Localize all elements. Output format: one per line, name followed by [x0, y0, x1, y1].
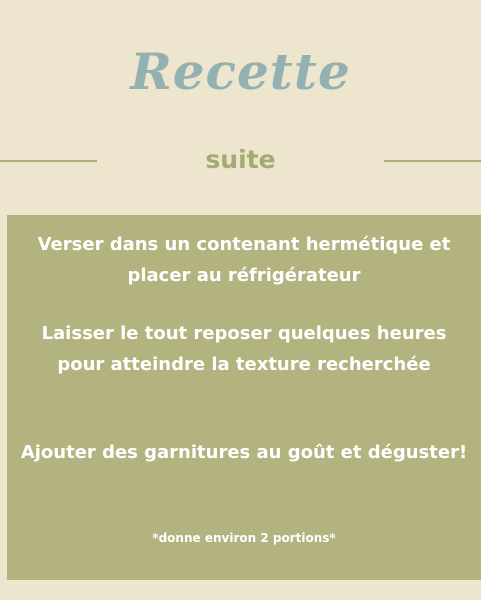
subtitle-row: [0, 140, 481, 180]
page-title: Recette: [130, 42, 351, 101]
instruction-step: Verser dans un contenant hermétique et placer au réfrigérateur: [37, 234, 451, 286]
divider-right: [384, 160, 481, 162]
servings-note: *donne environ 2 portions*: [152, 531, 336, 545]
instructions-panel: [7, 215, 481, 580]
instruction-step: Ajouter des garnitures au goût et déguster!: [20, 442, 468, 463]
subtitle: suite: [205, 145, 276, 174]
instruction-step: Laisser le tout reposer quelques heures pour atteindre la texture recherchée: [41, 323, 447, 375]
